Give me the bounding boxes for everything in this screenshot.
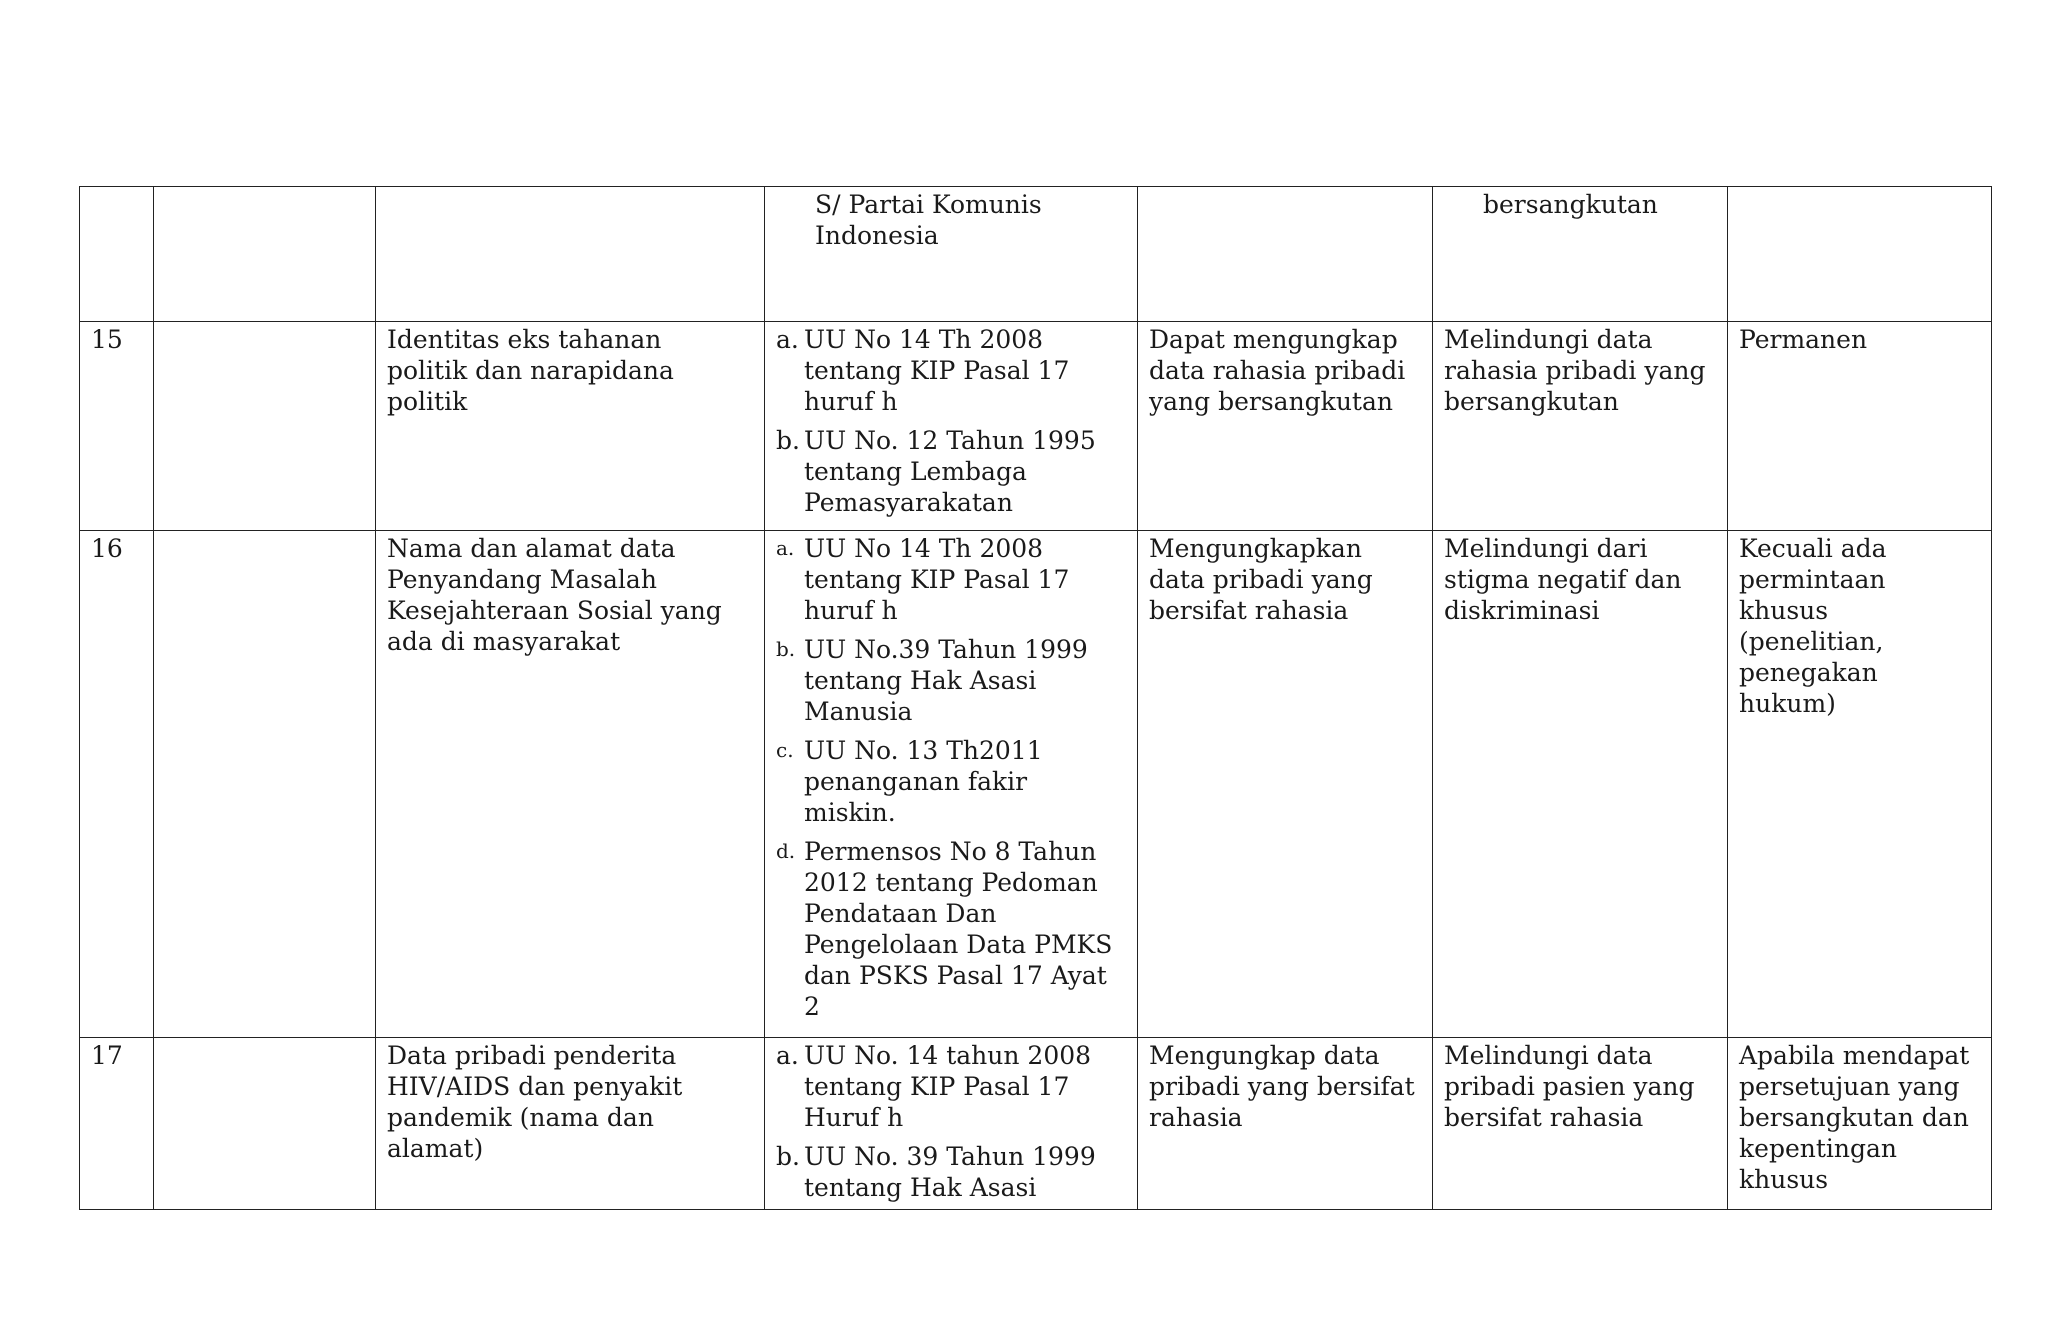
list-item: d. Permensos No 8 Tahun 2012 tentang Pedoman Pendataan Dan Pengelolaan Data PMKS dan PSKS Pasal 17 Ayat 2 (776, 837, 1113, 1021)
cell-consequence: Mengungkap data pribadi yang bersifat rahasia (1138, 1038, 1433, 1210)
cell-consequence: Dapat mengungkap data rahasia pribadi yang bersangkutan (1138, 322, 1433, 531)
cell-reason: bersangkutan (1433, 187, 1728, 322)
cell-consequence (1138, 187, 1433, 322)
table-row (80, 322, 1992, 531)
cell-number: 16 (80, 531, 154, 1038)
cell-category (154, 1038, 376, 1210)
list-item: b. UU No.39 Tahun 1999 tentang Hak Asasi Manusia (776, 635, 1088, 726)
cell-category (154, 322, 376, 531)
cell-information (376, 187, 765, 322)
cell-information: Nama dan alamat data Penyandang Masalah Kesejahteraan Sosial yang ada di masyarakat (376, 531, 765, 1038)
cell-number (80, 187, 154, 322)
cell-consequence: Mengungkapkan data pribadi yang bersifat rahasia (1138, 531, 1433, 1038)
cell-legal-basis (765, 187, 1138, 322)
cell-reason: Melindungi data rahasia pribadi yang bersangkutan (1433, 322, 1728, 531)
cell-category (154, 187, 376, 322)
list-item: c. UU No. 13 Th2011 penanganan fakir miskin. (776, 736, 1043, 827)
cell-duration: Kecuali ada permintaan khusus (penelitian, penegakan hukum) (1728, 531, 1992, 1038)
legal-basis-list (776, 1040, 1127, 1203)
cell-legal-basis (765, 322, 1138, 531)
table-row (80, 531, 1992, 1038)
list-item: b. UU No. 12 Tahun 1995 tentang Lembaga Pemasyarakatan (776, 426, 1096, 517)
cell-duration: Apabila mendapat persetujuan yang bersangkutan dan kepentingan khusus (1728, 1038, 1992, 1210)
cell-information: Identitas eks tahanan politik dan narapidana politik (376, 322, 765, 531)
cell-legal-basis (765, 531, 1138, 1038)
list-item: a. UU No. 14 tahun 2008 tentang KIP Pasal 17 Huruf h (776, 1041, 1092, 1132)
legal-basis-list (776, 324, 1127, 518)
cell-category (154, 531, 376, 1038)
cell-legal-basis (765, 1038, 1138, 1210)
list-item: b. UU No. 39 Tahun 1999 tentang Hak Asasi (776, 1142, 1096, 1202)
table-row (80, 1038, 1992, 1210)
cell-reason: Melindungi dari stigma negatif dan diskriminasi (1433, 531, 1728, 1038)
cell-information: Data pribadi penderita HIV/AIDS dan penyakit pandemik (nama dan alamat) (376, 1038, 765, 1210)
classification-table (79, 186, 1992, 1210)
legal-basis-list (776, 533, 1127, 1022)
list-item: a. UU No 14 Th 2008 tentang KIP Pasal 17 huruf h (776, 325, 1070, 416)
cell-number: 15 (80, 322, 154, 531)
cell-reason: Melindungi data pribadi pasien yang bersifat rahasia (1433, 1038, 1728, 1210)
cell-duration (1728, 187, 1992, 322)
list-item: a. UU No 14 Th 2008 tentang KIP Pasal 17 huruf h (776, 534, 1070, 625)
cell-duration: Permanen (1728, 322, 1992, 531)
legal-continuation-text: S/ Partai Komunis Indonesia (815, 190, 1042, 250)
table-row (80, 187, 1992, 322)
cell-number: 17 (80, 1038, 154, 1210)
